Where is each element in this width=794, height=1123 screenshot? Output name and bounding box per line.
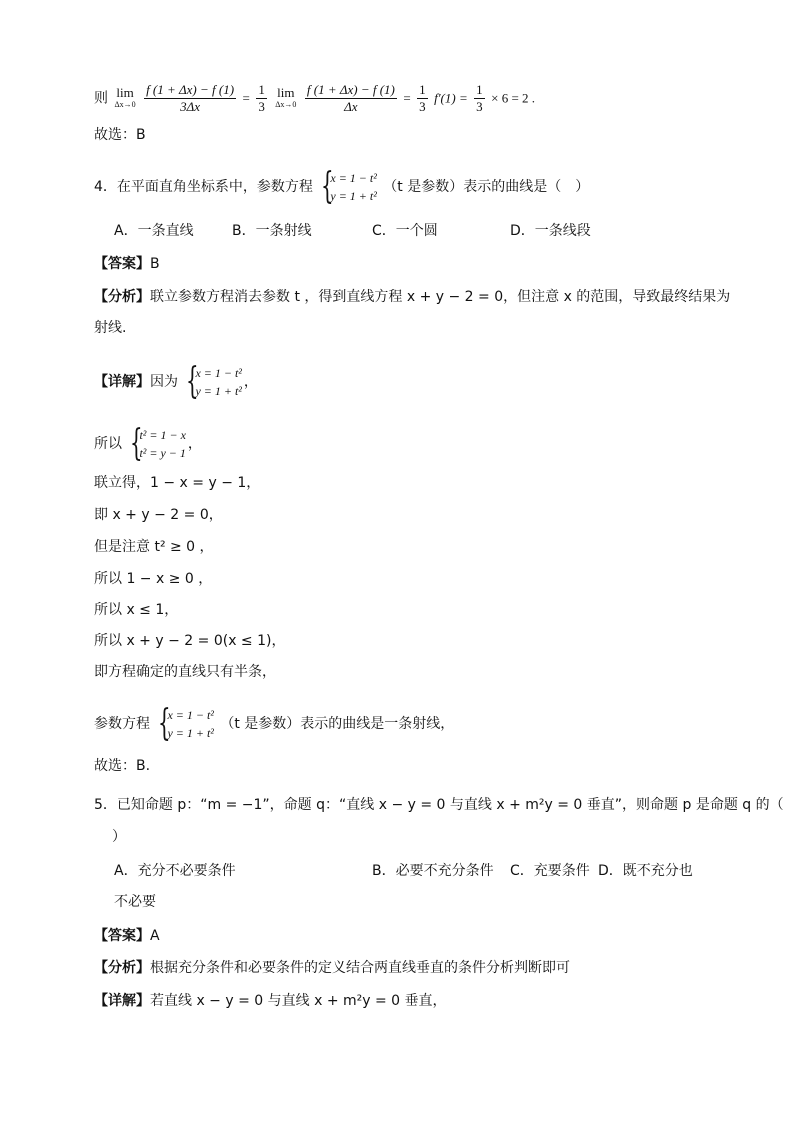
q3-final-answer: 故选：B — [94, 127, 146, 143]
step: 联立得，1 − x = y − 1， — [94, 475, 261, 491]
fraction: $\frac{f (1 + \Delta x) - f (1)}{\Delta x}$ — [306, 82, 395, 114]
equation-system: { t² = 1 − x t² = y − 1 — [130, 423, 186, 464]
text: 则 — [94, 90, 108, 107]
q5-option-c: C．充要条件 — [510, 863, 590, 879]
q5-option-b: B．必要不充分条件 — [372, 863, 494, 879]
q4-answer: 【答案】B — [94, 256, 160, 272]
q5-analysis: 【分析】根据充分条件和必要条件的定义结合两直线垂直的条件分析判断即可 — [94, 960, 570, 976]
q5-option-a: A．充分不必要条件 — [114, 863, 236, 879]
step: 即 x + y − 2 = 0， — [94, 507, 223, 523]
equation-system: { x = 1 − t² y = 1 + t² — [158, 703, 214, 744]
step: 所以 1 − x ≥ 0 ， — [94, 571, 213, 587]
eq: = — [242, 90, 250, 106]
equation-system: { x = 1 − t² y = 1 + t² — [321, 166, 377, 207]
fraction: $\frac{1}{3}$ — [258, 82, 265, 114]
result: × 6 = 2 . — [491, 90, 536, 106]
q4-so: 所以 { t² = 1 − x t² = y − 1 ， — [94, 423, 202, 464]
lim-operator: lim Δx→0 — [114, 84, 136, 109]
fraction: $\frac{f (1 + \Delta x) - f (1)}{3\Delta x}$ — [146, 82, 235, 114]
limit-equation — [94, 82, 535, 115]
lim-operator: lim Δx→0 — [275, 84, 297, 109]
q4-option-d: D．一条线段 — [510, 223, 591, 239]
q4-detail: 【详解】因为 { x = 1 − t² y = 1 + t² ， — [94, 361, 258, 402]
q4-stem — [94, 168, 589, 206]
eq: = — [403, 90, 411, 106]
step: 所以 x ≤ 1， — [94, 602, 179, 618]
q5-stem-cont: ） — [112, 829, 126, 845]
q4-conclusion: 参数方程 { x = 1 − t² y = 1 + t² （t 是参数）表示的曲线是一条射线， — [94, 703, 455, 744]
q4-final: 故选：B. — [94, 758, 151, 774]
stem-text: （t 是参数）表示的曲线是（ ） — [383, 179, 590, 195]
stem-text: 在平面直角坐标系中，参数方程 — [116, 179, 313, 195]
step: 即方程确定的直线只有半条， — [94, 664, 276, 680]
question-number: 4． — [94, 179, 117, 195]
fraction: $\frac{1}{3}$ — [419, 82, 426, 114]
q4-analysis: 【分析】联立参数方程消去参数 t ，得到直线方程 x + y − 2 = 0，但注意 x 的范围，导致最终结果为 — [94, 289, 731, 305]
fraction: $\frac{1}{3}$ — [476, 82, 483, 114]
q4-analysis-cont: 射线. — [94, 320, 127, 336]
equation-system: { x = 1 − t² y = 1 + t² — [186, 361, 242, 402]
step: 所以 x + y − 2 = 0(x ≤ 1)， — [94, 633, 286, 649]
q4-option-a: A．一条直线 — [114, 223, 194, 239]
q5-stem: 5．已知命题 p：“m = −1”，命题 q：“直线 x − y = 0 与直线 x + m²y = 0 垂直”，则命题 p 是命题 q 的（ — [94, 797, 784, 813]
q5-detail: 【详解】若直线 x − y = 0 与直线 x + m²y = 0 垂直， — [94, 993, 447, 1009]
step: 但是注意 t² ≥ 0 ， — [94, 539, 214, 555]
q4-option-b: B．一条射线 — [232, 223, 312, 239]
derivative: f′(1) = — [434, 90, 468, 106]
q5-answer: 【答案】A — [94, 928, 160, 944]
q5-option-d-cont: 不必要 — [114, 894, 156, 910]
q5-option-d: D．既不充分也 — [598, 863, 693, 879]
q4-option-c: C．一个圆 — [372, 223, 438, 239]
